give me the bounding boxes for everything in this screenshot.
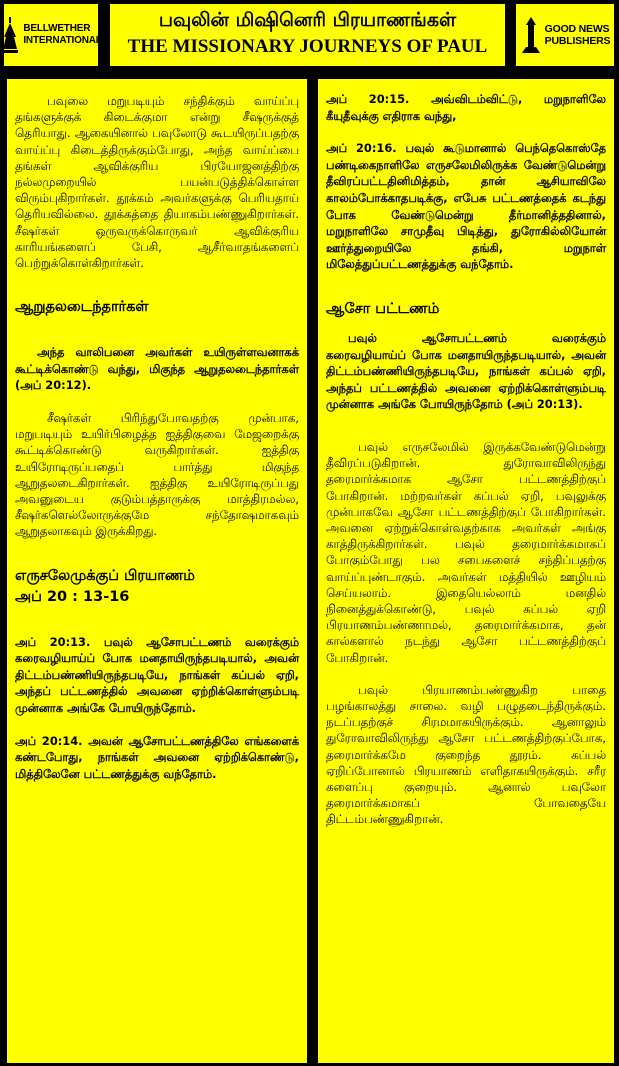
title-banner <box>107 1 508 69</box>
body-paragraph: சீஷர்கள் பிரிந்துபோவதற்கு முன்பாக, மறுபடியும் உயிர்பிழைத்த ஐத்திகுவை மேஜறைக்கு கூட்டிக்கொண்டு வருகிறார்கள். ஐத்திகு உயிரோடிருப்பதைப் பார்த்து மிகுந்த ஆறுதலடைகிறார்கள். ஐத்திகு உயிரோடிருப்பது அவனுடைய குடும்பத்தாருக்கு மாத்திரமல்ல, சீஷர்களெல்லோருக்குமே சந்தோஷமாகவும் ஆறுதலாகவும் இருக்கிறது. <box>15 411 299 539</box>
body-paragraph: பவுல் பிரயாணம்பண்ணுகிற பாதை பழங்காலத்து சாலை. வழி பழுதடைந்திருக்கும். நடப்பதற்குச் சிரமமாகயிருக்கும். ஆனாலும் துரோவாவிலிருந்து ஆசோ பட்டணத்திற்குப்போக, தரைமார்க்கமே குறைந்த தூரம். கப்பல் ஏறிப்போனால் பிரயாணம் எளிதாகயிருக்கும். சரீர களைப்பு குறையும். ஆனால் பவுலோ தரைமார்க்கமாகப் போவதையே திட்டம்பண்ணுகிறான். <box>326 682 606 827</box>
intro-paragraph: பவுலை மறுபடியும் சந்திக்கும் வாய்ப்பு தங்களுக்குக் கிடைக்குமா என்று சீஷருக்குத் தெரியாது. ஆகையினால் பவுலோடு கூடயிருப்பதற்கு வாய்ப்பு கிடைத்திருக்கும்போது, அந்த வாய்ப்பை தங்கள் ஆவிக்குரிய பிரயோஜனத்திற்கு நல்லமுறையில் பயன்படுத்திக்கொள்ள விரும்புகிறார்கள். தூக்கம் அவர்களுக்கு பெரியதாய் தெரியவில்லை. தூக்கத்தை தியாகம்பண்ணுகிறார்கள். சீஷர்கள் ஒருவருக்கொருவர் ஆவிக்குரிய காரியங்களைப் பேசி, ஆசீர்வாதங்களைப் பெற்றுக்கொள்கிறார்கள். <box>15 94 299 271</box>
logo-line: GOOD NEWS <box>544 23 610 35</box>
page-title-english: THE MISSIONARY JOURNEYS OF PAUL <box>127 36 488 57</box>
bellwether-logo <box>1 1 101 69</box>
section-reference: அப் 20 : 13-16 <box>15 588 130 605</box>
verse-quote: அந்த வாலிபனை அவர்கள் உயிருள்ளவனாகக் கூட்டிக்கொண்டு வந்து, மிகுந்த ஆறுதலடைந்தார்கள் (அப் 20:12). <box>15 345 299 393</box>
logo-line: PUBLISHERS <box>544 35 611 47</box>
bellwether-ram-icon <box>0 15 20 55</box>
good-news-logo-text <box>545 23 611 47</box>
section-heading: ஆறுதலடைந்தார்கள் <box>15 299 149 316</box>
page-title-tamil: பவுலின் மிஷினெரி பிரயாணங்கள் <box>158 9 457 31</box>
section-heading: ஆசோ பட்டணம் <box>326 300 440 317</box>
good-news-pillar-icon <box>520 15 542 55</box>
right-column <box>317 78 615 1064</box>
bellwether-logo-text <box>23 23 101 47</box>
verse-quote: அப் 20:16. பவுல் கூடுமானால் பெந்தெகொஸ்தே பண்டிகைநாளிலே எருசலேமிலிருக்க வேண்டுமென்று தீவிரப்பட்டதினிமித்தம், தான் ஆசியாவிலே காலம்போக்காதபடிக்கு, எபேசு பட்டணத்தைக் கடந்து போக வேண்டுமென்று தீர்மானித்ததினால், மறுநாளிலே சாமுதீவு பிடித்து, துரோகில்லியோன் ஊர்த்துறையிலே தங்கி, மறுநாள் மிலேத்துப்பட்டணத்துக்கு வந்தோம். <box>326 141 606 272</box>
body-paragraph: பவுல் எருசலேமில் இருக்கவேண்டுமென்று தீவிரப்படுகிறான். துரோவாவிலிருந்து தரைமார்க்கமாக ஆசோ பட்டணத்திற்குப் போகிறான். மற்றவர்கள் கப்பல் ஏறி, பவுலுக்கு முன்பாகவே ஆசோ பட்டணத்திற்குப் போகிறார்கள். அவனை ஏற்றுக்கொள்வதற்காக அவர்கள் அங்கு காத்திருக்கிறார்கள். பவுல் தரைமார்க்கமாகப் போகும்போது பல சபைகளைச் சந்திப்பதற்கு வாய்ப்புண்டாகும். அவர்கள் மத்தியில் ஊழியம் செய்யலாம். இதையெல்லாம் மனதில் நினைத்துக்கொண்டு, பவுல் கப்பல் ஏறி பிரயாணம்பண்ணாமல், தரைமார்க்கமாக, தன் கால்களால் நடந்து ஆசோ பட்டணத்திற்குப் போகிறான். <box>326 439 606 665</box>
left-column <box>6 78 308 1064</box>
logo-line: BELLWETHER <box>23 23 91 34</box>
verse-quote: பவுல் ஆசோபட்டணம் வரைக்கும் கரைவழியாய்ப் போக மனதாயிருந்தபடியால், அவன் திட்டம்பண்ணியிருந்தபடியே, நாங்கள் கப்பல் ஏறி, அந்தப் பட்டணத்தில் அவனை ஏற்றிக்கொள்ளும்படி முன்னாக அங்கே போயிருந்தோம் (அப் 20:13). <box>326 330 606 412</box>
logo-line: INTERNATIONAL <box>23 35 102 46</box>
section-heading: எருசலேமுக்குப் பிரயாணம் <box>15 567 195 584</box>
good-news-logo <box>513 1 617 69</box>
verse-quote: அப் 20:15. அவ்விடம்விட்டு, மறுநாளிலே கீயுதீவுக்கு எதிராக வந்து, <box>326 92 606 123</box>
verse-quote: அப் 20:14. அவன் ஆசோபட்டணத்திலே எங்களைக் கண்டபோது, நாங்கள் அவனை ஏற்றிக்கொண்டு, மித்திலேனே பட்டணத்துக்கு வந்தோம். <box>15 733 299 781</box>
verse-quote: அப் 20:13. பவுல் ஆசோபட்டணம் வரைக்கும் கரைவழியாய்ப் போக மனதாயிருந்தபடியால், அவன் திட்டம்பண்ணியிருந்தபடியே, நாங்கள் கப்பல் ஏறி, அந்தப் பட்டணத்தில் அவனை ஏற்றிக்கொள்ளும்படி முன்னாக அங்கே போயிருந்தோம். <box>15 634 299 716</box>
